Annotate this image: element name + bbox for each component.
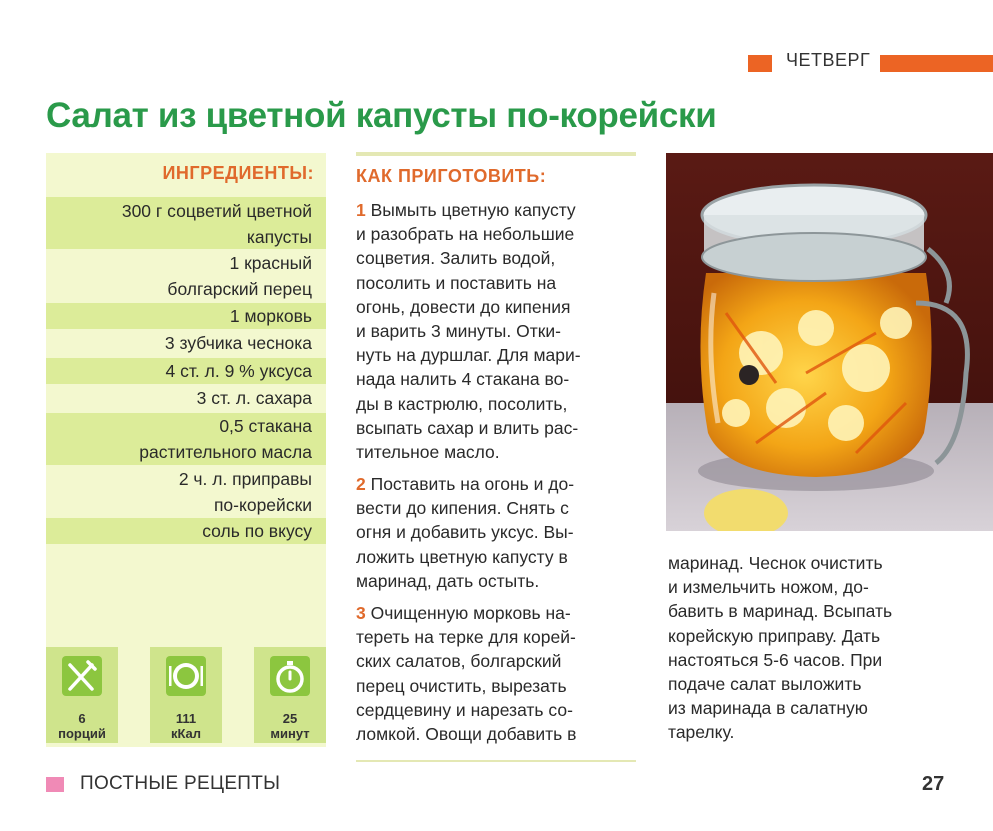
method-heading: КАК ПРИГОТОВИТЬ: <box>356 166 547 186</box>
stat-calories <box>150 647 222 743</box>
ingredient-item <box>46 413 312 465</box>
method-continuation <box>668 551 968 745</box>
page-number: 27 <box>922 773 945 795</box>
day-marker-left <box>748 55 772 72</box>
ingredient-line: капусты <box>246 227 312 247</box>
step-line: маринад, дать остыть. <box>356 570 540 591</box>
step-line: Вымыть цветную капусту <box>370 200 576 220</box>
step-line: и разобрать на небольшие <box>356 224 575 245</box>
step-line: тарелку. <box>668 722 735 743</box>
step-line: соцветия. Залить водой, <box>356 248 556 269</box>
jar-photo <box>666 153 993 531</box>
footer-marker <box>46 777 64 792</box>
day-label: ЧЕТВЕРГ <box>786 50 871 70</box>
step-line: ских салатов, болгарский <box>356 651 562 672</box>
ingredient-item <box>46 518 312 544</box>
ingredient-line: 1 морковь <box>229 306 312 326</box>
step-line: перец очистить, вырезать <box>356 675 567 696</box>
method-step-3 <box>356 601 646 746</box>
step-line: нуть на дуршлаг. Для мари- <box>356 345 581 366</box>
recipe-title: Салат из цветной капусты по-корейски <box>46 96 717 135</box>
ingredient-line: 0,5 стакана <box>219 416 312 436</box>
step-line: Поставить на огонь и до- <box>370 474 575 494</box>
step-number: 1 <box>356 200 366 220</box>
day-marker-right <box>880 55 993 72</box>
ingredient-item <box>46 385 312 411</box>
ingredient-line: растительного масла <box>139 442 312 462</box>
ingredient-line: 3 ст. л. сахара <box>196 388 312 408</box>
step-line: Очищенную морковь на- <box>370 603 571 623</box>
step-line: ложить цветную капусту в <box>356 546 568 567</box>
step-line: всыпать сахар и влить рас- <box>356 417 579 438</box>
step-line: настояться 5-6 часов. При <box>668 649 883 670</box>
stat-value: 25 <box>282 711 298 726</box>
ingredient-item <box>46 330 312 356</box>
stat-time <box>254 647 326 743</box>
ingredient-item <box>46 466 312 518</box>
step-line: маринад. Чеснок очистить <box>668 553 883 573</box>
stat-text <box>150 711 222 741</box>
method-step-2 <box>356 472 646 593</box>
ingredient-line: 3 зубчика чеснока <box>164 333 312 353</box>
step-line: огонь, довести до кипения <box>356 296 571 317</box>
step-line: тительное масло. <box>356 442 500 463</box>
fork-knife-icon <box>59 653 105 699</box>
stat-text <box>254 711 326 741</box>
step-line: бавить в маринад. Всыпать <box>668 601 893 622</box>
ingredient-line: по-корейски <box>213 495 312 515</box>
stat-unit: порций <box>58 726 106 741</box>
step-line: и варить 3 минуты. Отки- <box>356 321 561 342</box>
stat-unit: кКал <box>170 726 202 741</box>
ingredients-heading: ИНГРЕДИЕНТЫ: <box>162 163 314 183</box>
ingredient-line: соль по вкусу <box>202 521 312 541</box>
step-line: посолить и поставить на <box>356 272 557 293</box>
footer-section-label: ПОСТНЫЕ РЕЦЕПТЫ <box>80 773 281 794</box>
ingredient-line: 1 красный <box>229 253 312 273</box>
ingredient-item <box>46 250 312 302</box>
step-line: ды в кастрюлю, посолить, <box>356 393 568 414</box>
step-line: огня и добавить уксус. Вы- <box>356 522 574 543</box>
method-step-1 <box>356 198 646 464</box>
step-line: корейскую приправу. Дать <box>668 625 881 646</box>
step-line: подаче салат выложить <box>668 674 862 695</box>
step-number: 2 <box>356 474 366 494</box>
stat-value: 111 <box>175 711 197 726</box>
step-line: и измельчить ножом, до- <box>668 577 869 598</box>
step-line: сердцевину и нарезать со- <box>356 699 573 720</box>
step-line: нада налить 4 стакана во- <box>356 369 570 390</box>
plate-icon <box>163 653 209 699</box>
step-line: ломкой. Овощи добавить в <box>356 724 577 745</box>
method-bottom-rule <box>356 760 636 762</box>
step-line: тереть на терке для корей- <box>356 627 576 648</box>
ingredient-item <box>46 198 312 250</box>
stopwatch-icon <box>267 653 313 699</box>
ingredient-line: болгарский перец <box>167 279 312 299</box>
ingredient-line: 2 ч. л. приправы <box>178 469 312 489</box>
step-line: вести до кипения. Снять с <box>356 498 569 519</box>
ingredient-line: 300 г соцветий цветной <box>121 201 312 221</box>
step-line: из маринада в салатную <box>668 698 868 719</box>
ingredient-line: 4 ст. л. 9 % уксуса <box>165 361 312 381</box>
stat-value: 6 <box>78 711 86 726</box>
ingredient-item <box>46 358 312 384</box>
step-number: 3 <box>356 603 366 623</box>
stat-servings <box>46 647 118 743</box>
stat-text <box>46 711 118 741</box>
method-top-rule <box>356 152 636 156</box>
ingredient-item <box>46 303 312 329</box>
stat-unit: минут <box>270 726 310 741</box>
